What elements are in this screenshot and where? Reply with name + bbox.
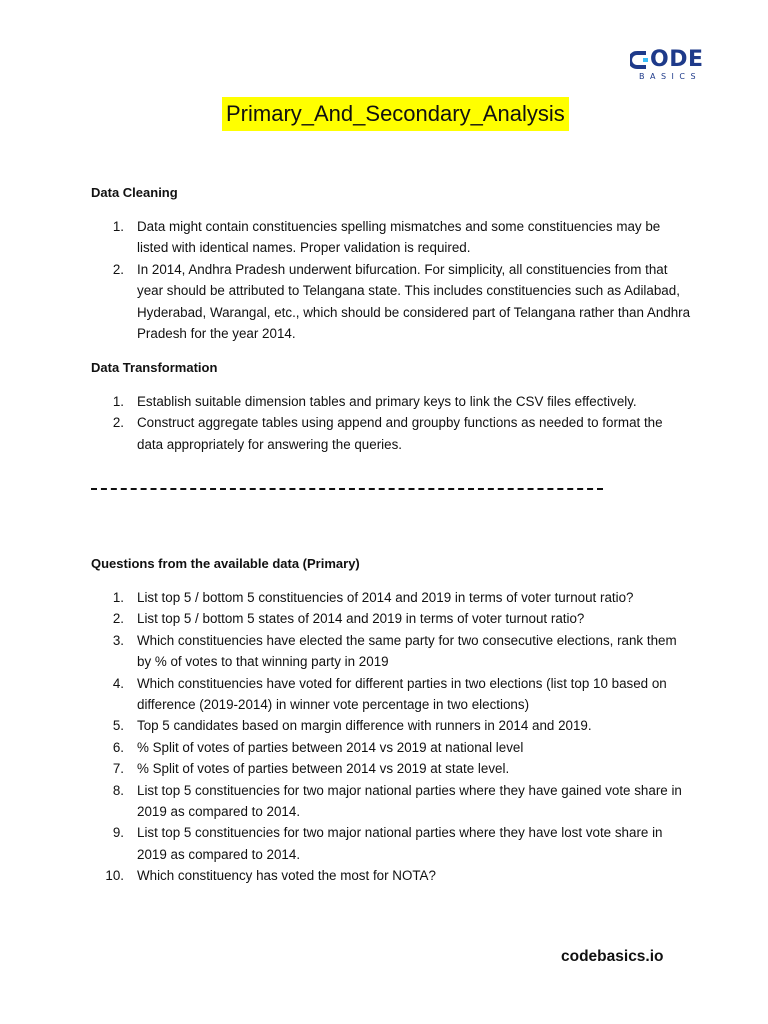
- list-item: 2. List top 5 / bottom 5 states of 2014 and 2019 in terms of voter turnout ratio?: [112, 611, 585, 627]
- list-item: 2. Construct aggregate tables using append and groupby functions as needed to format the data appropriately for answering the queries.: [112, 415, 663, 452]
- list-item: 3. Which constituencies have elected the same party for two consecutive elections, rank them by % of votes to that winning party in 2019: [112, 632, 677, 670]
- list-item: 2. In 2014, Andhra Pradesh underwent bifurcation. For simplicity, all constituencies from that year should be attributed to Telangana state. This includes constituencies such as Adilabad, Hyderabad, Warangal, etc., which should be considered part of Telangana rather than Andhra Pradesh for the year 2014.: [112, 261, 691, 342]
- logo-c-icon: [630, 50, 650, 70]
- page-title: Primary_And_Secondary_Analysis: [222, 97, 569, 131]
- section-heading-transformation: Data Transformation: [91, 360, 218, 375]
- footer-website: codebasics.io: [561, 948, 664, 965]
- transformation-list: [91, 391, 691, 455]
- list-item: 1. List top 5 / bottom 5 constituencies of 2014 and 2019 in terms of voter turnout ratio?: [112, 590, 634, 605]
- list-item: 10. Which constituency has voted the most for NOTA?: [105, 868, 436, 884]
- logo-subtext: BASICS: [639, 72, 702, 81]
- section-heading-cleaning: Data Cleaning: [91, 185, 178, 200]
- section-heading-questions: Questions from the available data (Primary): [91, 556, 360, 571]
- questions-list: [91, 587, 691, 887]
- list-item: 7. % Split of votes of parties between 2014 vs 2019 at state level.: [112, 761, 510, 777]
- list-item: 8. List top 5 constituencies for two major national parties where they have gained vote share in 2019 as compared to 2014.: [112, 782, 682, 820]
- list-item: 4. Which constituencies have voted for different parties in two elections (list top 10 based on difference (2019-2014) in winner vote percentage in two elections): [112, 675, 667, 713]
- list-item: 1. Establish suitable dimension tables and primary keys to link the CSV files effectively.: [112, 394, 637, 409]
- list-item: 9. List top 5 constituencies for two major national parties where they have lost vote share in 2019 as compared to 2014.: [112, 825, 663, 862]
- cleaning-list: [91, 216, 691, 344]
- logo-text: ODE: [650, 47, 704, 72]
- list-item: 6. % Split of votes of parties between 2014 vs 2019 at national level: [112, 739, 524, 755]
- list-item: 1. Data might contain constituencies spelling mismatches and some constituencies may be listed with identical names. Proper validation is required.: [112, 219, 661, 256]
- codebasics-logo: [632, 48, 704, 84]
- list-item: 5. Top 5 candidates based on margin difference with runners in 2014 and 2019.: [112, 718, 592, 734]
- section-divider: [91, 488, 603, 490]
